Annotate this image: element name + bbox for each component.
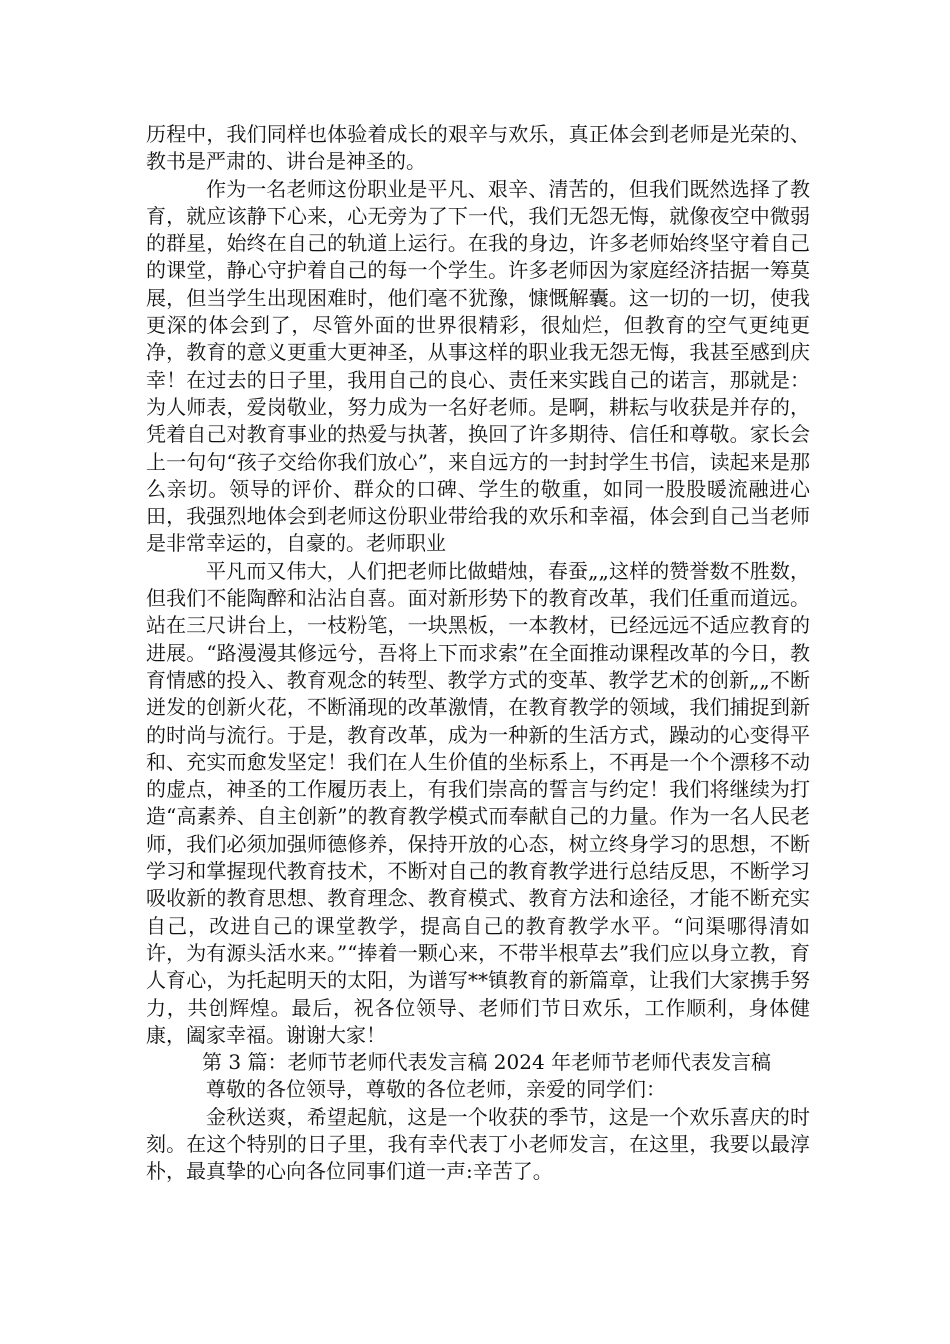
paragraph-reform: 平凡而又伟大，人们把老师比做蜡烛，春蚕„„这样的赞誉数不胜数，但我们不能陶醉和沾沾自喜。面对新形势下的教育改革，我们任重而道远。站在三尺讲台上，一枝粉笔，一块黑板，一本教材，已经远远不适应教育的进展。“路漫漫其修远兮，吾将上下而求索”在全面推动课程改革的今日，教育情感的投入、教育观念的转型、教学方式的变革、教学艺术的创新„„不断迸发的创新火花，不断涌现的改革激情，在教育教学的领域，我们捕捉到新的时尚与流行。于是，教育改革，成为一种新的生活方式，躁动的心变得平和、充实而愈发坚定！我们在人生价值的坐标系上，不再是一个个漂移不动的虚点，神圣的工作履历表上，有我们崇高的誓言与约定！我们将继续为打造“高素养、自主创新”的教育教学模式而奉献自己的力量。作为一名人民老师，我们必须加强师德修养，保持开放的心态，树立终身学习的思想，不断学习和掌握现代教育技术，不断对自己的教育教学进行总结反思，不断学习吸收新的教育思想、教育理念、教育模式、教育方法和途径，才能不断充实自己，改进自己的课堂教学，提高自己的教育教学水平。“问渠哪得清如许，为有源头活水来。”“捧着一颗心来，不带半根草去”我们应以身立教，育人育心，为托起明天的太阳，为谱写**镇教育的新篇章，让我们大家携手努力，共创辉煌。最后，祝各位领导、老师们节日欢乐，工作顺利，身体健康，阖家幸福。谢谢大家！: [146, 558, 810, 1047]
paragraph-greeting: 尊敬的各位领导，尊敬的各位老师，亲爱的同学们：: [206, 1077, 666, 1102]
document-body: [146, 121, 810, 1186]
paragraph-continuation: 历程中，我们同样也体验着成长的艰辛与欢乐，真正体会到老师是光荣的、教书是严肃的、讲台是神圣的。: [146, 122, 810, 174]
paragraph-profession: 作为一名老师这份职业是平凡、艰辛、清苦的，但我们既然选择了教育，就应该静下心来，心无旁为了下一代，我们无怨无悔，就像夜空中微弱的群星，始终在自己的轨道上运行。在我的身边，许多老师始终坚守着自己的课堂，静心守护着自己的每一个学生。许多老师因为家庭经济拮据一筹莫展，但当学生出现困难时，他们毫不犹豫，慷慨解囊。这一切的一切，使我更深的体会到了，尽管外面的世界很精彩，很灿烂，但教育的空气更纯更净，教育的意义更重大更神圣，从事这样的职业我无怨无悔，我甚至感到庆幸！在过去的日子里，我用自己的良心、责任来实践自己的诺言，那就是：为人师表，爱岗敬业，努力成为一名好老师。是啊，耕耘与收获是并存的，凭着自己对教育事业的热爱与执著，换回了许多期待、信任和尊敬。家长会上一句句“孩子交给你我们放心”，来自远方的一封封学生书信，读起来是那么亲切。领导的评价、群众的口碑、学生的敬重，如同一股股暖流融进心田，我强烈地体会到老师这份职业带给我的欢乐和幸福，体会到自己当老师是非常幸运的，自豪的。老师职业: [146, 176, 810, 556]
section-heading: 第 3 篇：老师节老师代表发言稿 2024 年老师节老师代表发言稿: [202, 1050, 772, 1075]
paragraph-opening: 金秋送爽，希望起航，这是一个收获的季节，这是一个欢乐喜庆的时刻。在这个特别的日子里，我有幸代表丁小老师发言，在这里，我要以最淳朴，最真挚的心向各位同事们道一声:辛苦了。: [146, 1104, 810, 1184]
